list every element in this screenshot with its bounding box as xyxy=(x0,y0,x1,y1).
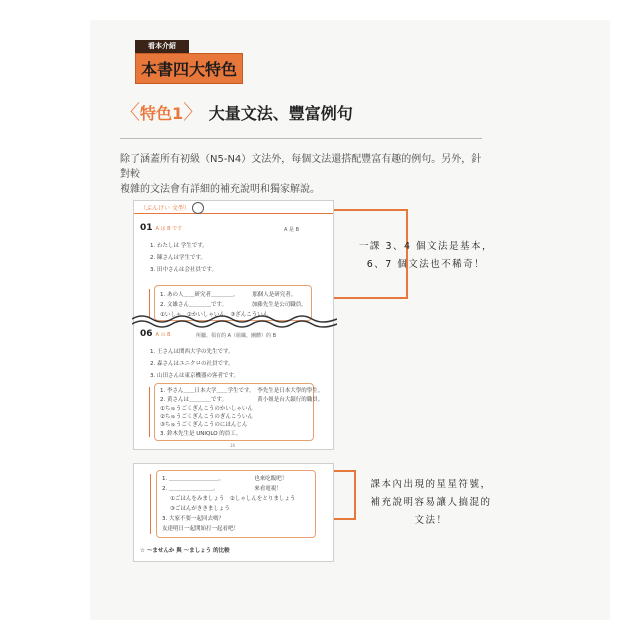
page-number: 16 xyxy=(230,443,236,448)
face-icon xyxy=(192,202,204,214)
callout-1-text xyxy=(356,238,496,274)
pattern-01-line-1: 1. わたしは 学生です。 xyxy=(150,243,208,249)
pattern-01 xyxy=(140,223,182,233)
divider xyxy=(120,138,482,139)
exercise-2-line-5: ③ちゅうごくぎんこうのにほんじん xyxy=(160,422,248,428)
section-badge-small: 看本介紹 xyxy=(135,40,189,53)
exercise-2-line-1: 1. 李さん＿＿日本大学＿＿学生です。 李先生是日本大學的學生。 xyxy=(160,388,324,394)
callout-1-line-2: 6、7 個文法也不稀奇！ xyxy=(366,259,486,270)
s2-line-2: 2. ＿＿＿＿＿＿＿＿。 來看電視！ xyxy=(162,486,282,492)
s2-line-5: 3. 大家不要一起回去嗎？ xyxy=(162,516,224,522)
callout-2-line-2: 補充說明容易讓人搞混的文法！ xyxy=(370,497,492,526)
callout-2-text xyxy=(366,476,496,530)
pattern-06-line-1: 1. 王さんは関西大学の先生です。 xyxy=(150,349,234,355)
section-badge-title: 本書四大特色 xyxy=(135,53,243,84)
sample-header-bar xyxy=(134,201,333,214)
exercise-2-line-3: ①ちゅうごくぎんこうのかいしゃいん xyxy=(160,406,253,412)
callout-1-line-b xyxy=(334,297,408,299)
callout-2-line-h xyxy=(334,470,356,472)
sample-page-2 xyxy=(133,463,334,562)
exercise-2-bar xyxy=(149,387,150,437)
pattern-01-meaning: A 是 B xyxy=(284,227,300,233)
pattern-06 xyxy=(140,329,171,339)
exercise-2-line-4: ②ちゅうごくぎんこうのぎんこういん xyxy=(160,414,253,420)
exercise-3-bar xyxy=(150,474,151,534)
star-note: ☆ ～ませんか 與 ～ましょう 的比較 xyxy=(140,548,230,554)
feature-heading xyxy=(120,96,353,125)
callout-1-line-h xyxy=(334,209,408,211)
pattern-01-line-3: 3. 田中さんは会社員です。 xyxy=(150,267,218,273)
pattern-06-meaning: 所屬、領有的 A（組織、團體）的 B xyxy=(196,333,277,339)
s2-line-1: 1. ＿＿＿＿＿＿＿＿＿。 也來吃飯吧！ xyxy=(162,476,288,482)
exercise-1-line-1: 1. あの人＿＿研究者＿＿＿＿。 那個人是研究者。 xyxy=(160,292,297,298)
pattern-06-line-3: 3. 山田さんは東京機器の客者です。 xyxy=(150,373,240,379)
intro-line-2: 複雜的文法會有詳細的補充說明和獨家解說。 xyxy=(120,184,320,195)
bracket-close: 〉 xyxy=(183,100,204,124)
exercise-2-line-2: 2. 黄さんは＿＿＿＿です。 黄小姐是台大銀行的職員。 xyxy=(160,397,324,403)
s2-line-3: ①ごはんをみましょう ②しゃしんをとりましょう xyxy=(170,496,296,502)
s2-line-6: 友達明日一起開始打一起看吧！ xyxy=(162,526,240,532)
bracket-open: 〈 xyxy=(120,100,140,124)
pattern-01-line-2: 2. 陳さんは学生です。 xyxy=(150,255,207,261)
page-break-wave xyxy=(132,311,337,329)
callout-2-line-b xyxy=(334,518,356,520)
callout-2-line-v xyxy=(354,470,356,520)
s2-line-4: ③ごはんがききましょう xyxy=(170,506,230,512)
pattern-06-num: 06 xyxy=(140,329,153,339)
exercise-1-line-3: ①いしゃ ②かいしゃいん ③ざんこういん xyxy=(160,312,269,318)
feature-tag: 特色1 xyxy=(140,104,184,123)
pattern-06-line-2: 2. 森さんはユニクロの社員です。 xyxy=(150,361,234,367)
intro-paragraph xyxy=(120,152,490,197)
feature-title: 大量文法、豐富例句 xyxy=(208,104,353,123)
exercise-1-line-2: 2. 文雄さん＿＿＿＿です。 加藤先生是公司職員。 xyxy=(160,302,307,308)
pattern-01-formula: A は B です xyxy=(155,226,183,232)
pattern-06-formula: A の B xyxy=(155,332,171,338)
sample-page-1 xyxy=(133,200,334,450)
exercise-2-line-6: 3. 鈴木先生是 UNIQLO 的員工。 xyxy=(160,431,242,437)
sample-header-label: （ぶんけい 文型） xyxy=(140,205,190,212)
intro-line-1: 除了涵蓋所有初級（N5-N4）文法外，每個文法還搭配豐富有趣的例句。另外，針對較 xyxy=(120,154,482,180)
callout-2-line-1: 課本內出現的星星符號， xyxy=(370,479,492,490)
callout-1-line-1: 一課 3、4 個文法是基本， xyxy=(358,241,494,252)
pattern-01-num: 01 xyxy=(140,223,153,233)
